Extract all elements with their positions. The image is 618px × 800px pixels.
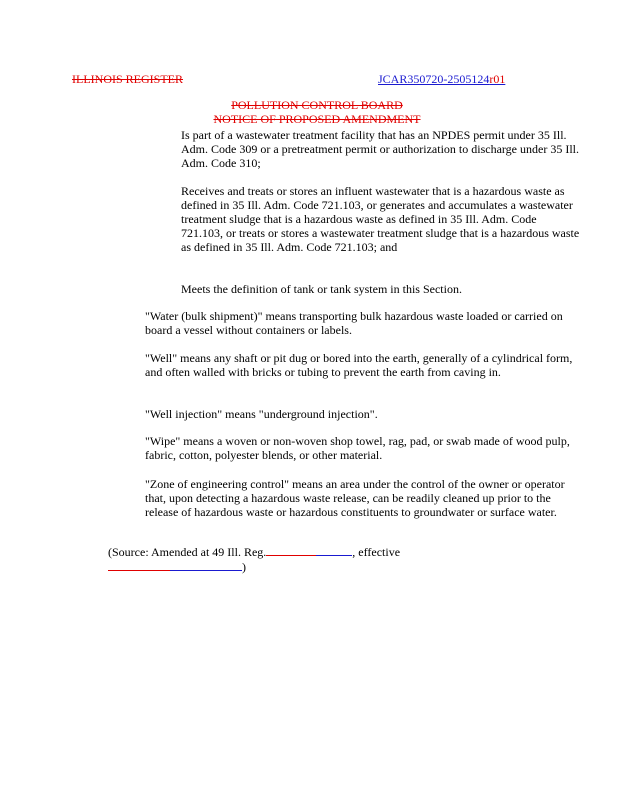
source-prefix: (Source: Amended at 49 Ill. Reg.: [108, 545, 267, 559]
definition-well-injection: "Well injection" means "underground injection".: [145, 407, 378, 421]
source-effective: , effective: [352, 545, 401, 559]
jcar-code: JCAR350720-2505124: [378, 72, 490, 86]
source-note-line2: [108, 560, 246, 575]
item-receives-treats: Receives and treats or stores an influent wastewater that is a hazardous waste as defined in 35 Ill. Adm. Code 721.103, or generates and accumulates a wastewater treatment sludge that is a hazardous waste as defined in 35 Ill. Adm. Code 721.103, or treats or stores a wastewater treatment sludge that is a hazardous waste as defined in 35 Ill. Adm. Code 721.103; and: [181, 184, 580, 254]
board-title: POLLUTION CONTROL BOARD: [231, 98, 403, 112]
source-close: ): [242, 560, 246, 574]
effective-blank-blue: [170, 560, 242, 571]
definition-wipe: "Wipe" means a woven or non-woven shop towel, rag, pad, or swab made of wood pulp, fabric, cotton, polyester blends, or other material.: [145, 434, 570, 462]
source-blank-blue: [316, 545, 352, 556]
effective-blank-red: [108, 560, 170, 571]
definition-water: "Water (bulk shipment)" means transporting bulk hazardous waste loaded or carried on board a vessel without containers or labels.: [145, 309, 563, 337]
notice-title: NOTICE OF PROPOSED AMENDMENT: [213, 112, 421, 126]
register-header: ILLINOIS REGISTER: [72, 72, 183, 86]
source-blank-red: [266, 545, 316, 556]
item-wastewater-facility: Is part of a wastewater treatment facility that has an NPDES permit under 35 Ill. Adm. Code 309 or a pretreatment permit or authorization to discharge under 35 Ill. Adm. Code 310;: [181, 128, 579, 170]
item-tank-definition: Meets the definition of tank or tank system in this Section.: [181, 282, 462, 296]
jcar-code-header: [378, 72, 505, 87]
source-note: [108, 545, 400, 560]
jcar-code-suffix: r01: [489, 72, 506, 86]
definition-well: "Well" means any shaft or pit dug or bored into the earth, generally of a cylindrical form, and often walled with bricks or tubing to prevent the earth from caving in.: [145, 351, 573, 379]
definition-zone: "Zone of engineering control" means an area under the control of the owner or operator that, upon detecting a hazardous waste release, can be readily cleaned up prior to the release of hazardous waste or hazardous constituents to groundwater or surface water.: [145, 477, 565, 519]
